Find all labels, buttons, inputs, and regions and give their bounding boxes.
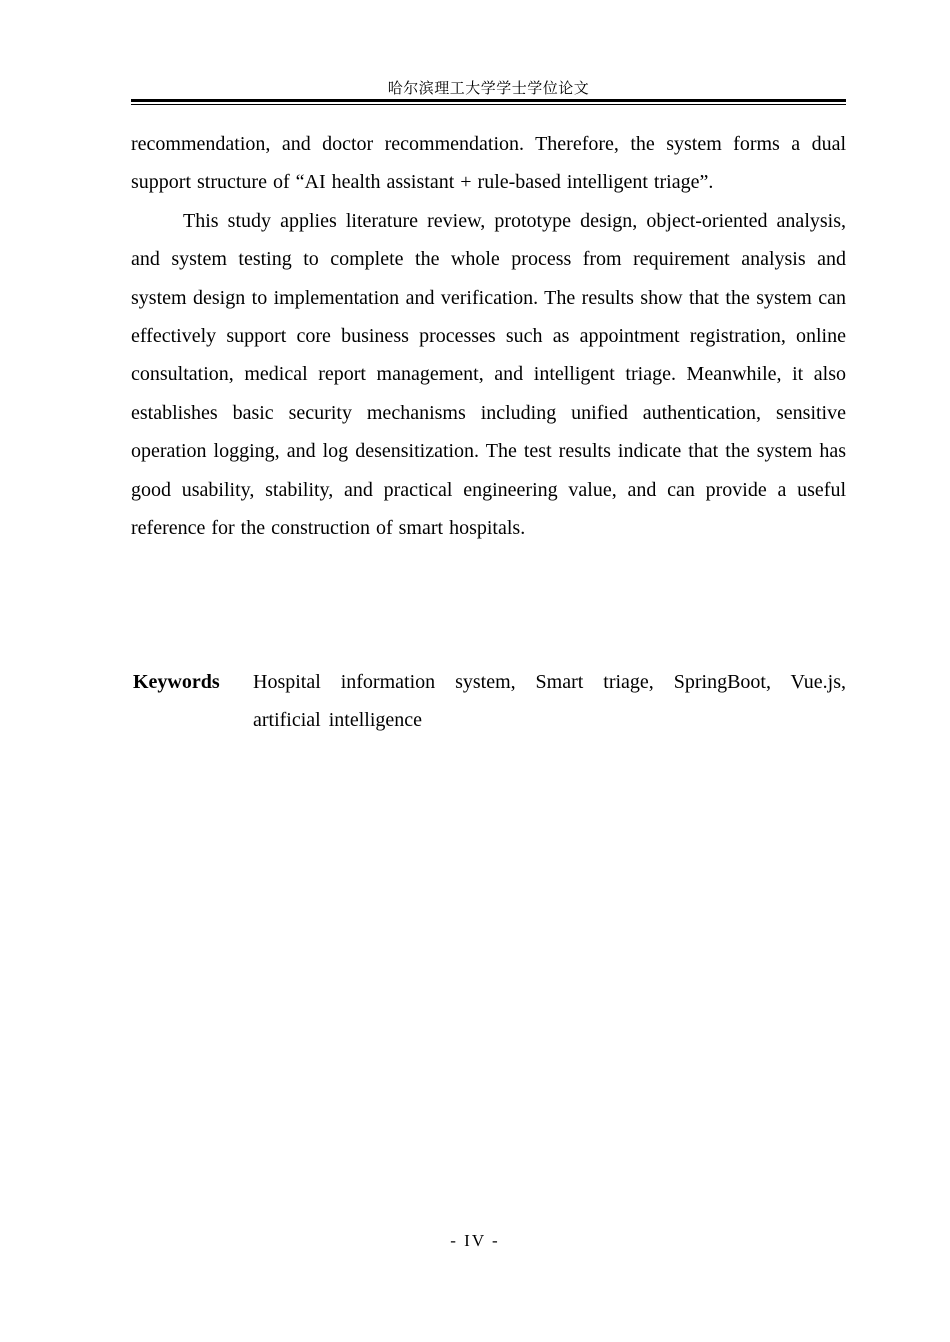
keywords-label: Keywords	[133, 671, 220, 693]
running-header: 哈尔滨理工大学学士学位论文	[387, 79, 590, 97]
header-rule-thick	[131, 99, 846, 102]
keywords-section	[131, 663, 846, 739]
header-rule-thin	[131, 104, 846, 105]
abstract-paragraph-continued: recommendation, and doctor recommendation. Therefore, the system forms a dual support structure of “AI health assistant + rule-based intelligent triage”.	[131, 133, 846, 194]
page-number: - IV -	[450, 1231, 500, 1250]
abstract-paragraph-methods: This study applies literature review, prototype design, object-oriented analysis, and system testing to complete the whole process from requirement analysis and system design to implementation and verification. The results show that the system can effectively support core business processes such as appointment registration, online consultation, medical report management, and intelligent triage. Meanwhile, it also establishes basic security mechanisms including unified authentication, sensitive operation logging, and log desensitization. The test results indicate that the system has good usability, stability, and practical engineering value, and can provide a useful reference for the construction of smart hospitals.	[131, 209, 846, 540]
abstract-body	[131, 125, 846, 547]
keywords-text: Hospital information system, Smart triage, SpringBoot, Vue.js, artificial intelligence	[253, 671, 846, 731]
